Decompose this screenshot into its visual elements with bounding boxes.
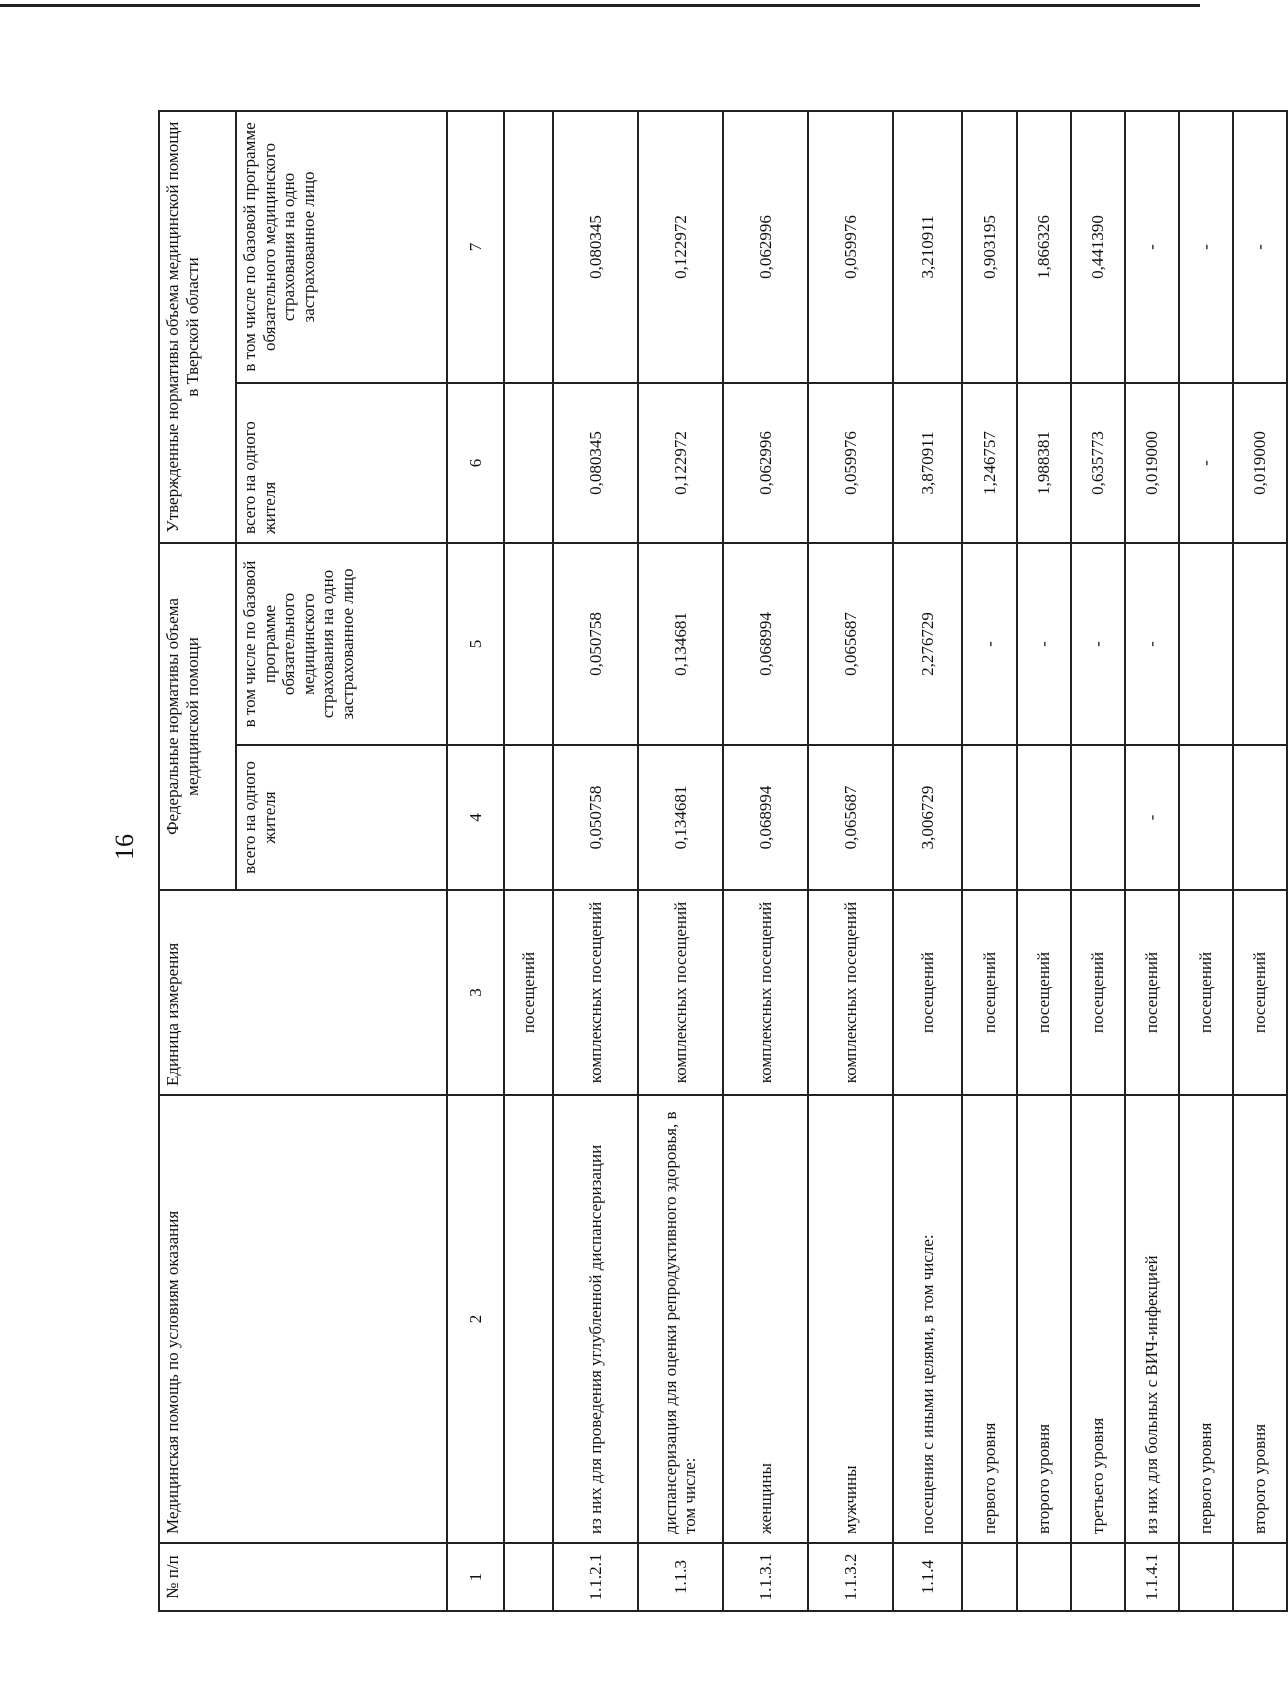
row-unit: посещений (504, 890, 553, 1095)
federal-total-value: 0,050758 (553, 745, 638, 890)
tver-oms-value (504, 111, 553, 383)
tver-total-value: 0,635773 (1071, 383, 1125, 543)
federal-total-value (1071, 745, 1125, 890)
row-unit: посещений (962, 890, 1016, 1095)
row-number: 1.1.4.1 (1125, 1543, 1179, 1611)
tver-total-value: 0,019000 (1233, 383, 1287, 543)
scan-top-rule (0, 4, 1200, 7)
column-number: 2 (447, 1095, 504, 1543)
row-number: 1.1.4 (893, 1543, 963, 1611)
page-number: 16 (110, 834, 139, 860)
federal-total-value (1017, 745, 1071, 890)
federal-total-value: 0,065687 (808, 745, 893, 890)
column-number: 6 (447, 383, 504, 543)
header-tver-total: всего на одного жителя (236, 383, 447, 543)
row-care-name: женщины (723, 1095, 808, 1543)
federal-total-value (1233, 745, 1287, 890)
row-care-name: диспансеризация для оценки репродуктивного здоровья, в том числе: (638, 1095, 723, 1543)
federal-oms-value (504, 543, 553, 745)
tver-oms-value: 0,080345 (553, 111, 638, 383)
row-number: 1.1.2.1 (553, 1543, 638, 1611)
table-row (962, 111, 1016, 1611)
table-row (1017, 111, 1071, 1611)
tver-total-value: 1,246757 (962, 383, 1016, 543)
table-row (553, 111, 638, 1611)
row-unit: комплексных посещений (553, 890, 638, 1095)
column-numbers-row (447, 111, 504, 1611)
row-number (1179, 1543, 1233, 1611)
row-number: 1.1.3.1 (723, 1543, 808, 1611)
row-unit: комплексных посещений (723, 890, 808, 1095)
federal-oms-value (1179, 543, 1233, 745)
row-number: 1.1.3.2 (808, 1543, 893, 1611)
rotated-table-sheet (158, 112, 1288, 1612)
table-row (893, 111, 963, 1611)
column-number: 7 (447, 111, 504, 383)
table-row (1071, 111, 1125, 1611)
header-tver-oms: в том числе по базовой программе обязательного медицинского страхования на одно застрахованное лицо (236, 111, 447, 383)
row-unit: посещений (1179, 890, 1233, 1095)
federal-oms-value (1233, 543, 1287, 745)
header-federal-norms: Федеральные нормативы объема медицинской помощи (159, 543, 236, 890)
tver-total-value: 0,062996 (723, 383, 808, 543)
tver-oms-value: - (1125, 111, 1179, 383)
row-care-name: из них для проведения углубленной диспансеризации (553, 1095, 638, 1543)
tver-oms-value: 0,059976 (808, 111, 893, 383)
federal-total-value (1179, 745, 1233, 890)
federal-total-value: - (1125, 745, 1179, 890)
table-row (1233, 111, 1287, 1611)
federal-oms-value: 2,276729 (893, 543, 963, 745)
federal-oms-value: 0,068994 (723, 543, 808, 745)
column-number: 5 (447, 543, 504, 745)
row-number (1233, 1543, 1287, 1611)
header-unit: Единица измерения (159, 890, 447, 1095)
tver-oms-value: 1,866326 (1017, 111, 1071, 383)
federal-oms-value: - (1017, 543, 1071, 745)
row-care-name: из них для больных с ВИЧ-инфекцией (1125, 1095, 1179, 1543)
table-row (808, 111, 893, 1611)
tver-oms-value: - (1233, 111, 1287, 383)
federal-total-value: 3,006729 (893, 745, 963, 890)
row-unit: посещений (1125, 890, 1179, 1095)
header-federal-total: всего на одного жителя (236, 745, 447, 890)
federal-oms-value: - (1125, 543, 1179, 745)
row-number (1017, 1543, 1071, 1611)
table-row (638, 111, 723, 1611)
federal-total-value (962, 745, 1016, 890)
federal-oms-value: 0,050758 (553, 543, 638, 745)
federal-oms-value: 0,134681 (638, 543, 723, 745)
row-care-name: мужчины (808, 1095, 893, 1543)
federal-oms-value: 0,065687 (808, 543, 893, 745)
row-care-name (504, 1095, 553, 1543)
table-row (1179, 111, 1233, 1611)
table-row (1125, 111, 1179, 1611)
row-number (504, 1543, 553, 1611)
row-unit: комплексных посещений (808, 890, 893, 1095)
tver-total-value: 1,988381 (1017, 383, 1071, 543)
row-unit: посещений (1233, 890, 1287, 1095)
header-care-conditions: Медицинская помощь по условиям оказания (159, 1095, 447, 1543)
column-number: 1 (447, 1543, 504, 1611)
row-care-name: третьего уровня (1071, 1095, 1125, 1543)
tver-oms-value: - (1179, 111, 1233, 383)
tver-oms-value: 0,441390 (1071, 111, 1125, 383)
tver-oms-value: 3,210911 (893, 111, 963, 383)
row-unit: посещений (893, 890, 963, 1095)
tver-oms-value: 0,903195 (962, 111, 1016, 383)
tver-total-value: 0,080345 (553, 383, 638, 543)
tver-total-value: 0,059976 (808, 383, 893, 543)
tver-total-value: - (1179, 383, 1233, 543)
federal-oms-value: - (962, 543, 1016, 745)
header-num: № п/п (159, 1543, 447, 1611)
table-body (504, 111, 1287, 1611)
row-care-name: второго уровня (1233, 1095, 1287, 1543)
table-row (723, 111, 808, 1611)
table-header (159, 111, 447, 1611)
tver-total-value (504, 383, 553, 543)
column-number: 4 (447, 745, 504, 890)
column-number: 3 (447, 890, 504, 1095)
row-unit: комплексных посещений (638, 890, 723, 1095)
table-row (504, 111, 553, 1611)
header-tver-norms: Утвержденные нормативы объема медицинской помощи в Тверской области (159, 111, 236, 543)
row-care-name: первого уровня (1179, 1095, 1233, 1543)
row-unit: посещений (1017, 890, 1071, 1095)
tver-total-value: 3,870911 (893, 383, 963, 543)
header-federal-oms: в том числе по базовой программе обязательного медицинского страхования на одно застрахованное лицо (236, 543, 447, 745)
row-number (962, 1543, 1016, 1611)
federal-total-value (504, 745, 553, 890)
row-number (1071, 1543, 1125, 1611)
row-number: 1.1.3 (638, 1543, 723, 1611)
row-unit: посещений (1071, 890, 1125, 1095)
tver-oms-value: 0,122972 (638, 111, 723, 383)
tver-oms-value: 0,062996 (723, 111, 808, 383)
row-care-name: посещения с иными целями, в том числе: (893, 1095, 963, 1543)
tver-total-value: 0,122972 (638, 383, 723, 543)
tver-total-value: 0,019000 (1125, 383, 1179, 543)
federal-oms-value: - (1071, 543, 1125, 745)
row-care-name: второго уровня (1017, 1095, 1071, 1543)
federal-total-value: 0,134681 (638, 745, 723, 890)
volume-norms-table (158, 110, 1288, 1612)
row-care-name: первого уровня (962, 1095, 1016, 1543)
federal-total-value: 0,068994 (723, 745, 808, 890)
